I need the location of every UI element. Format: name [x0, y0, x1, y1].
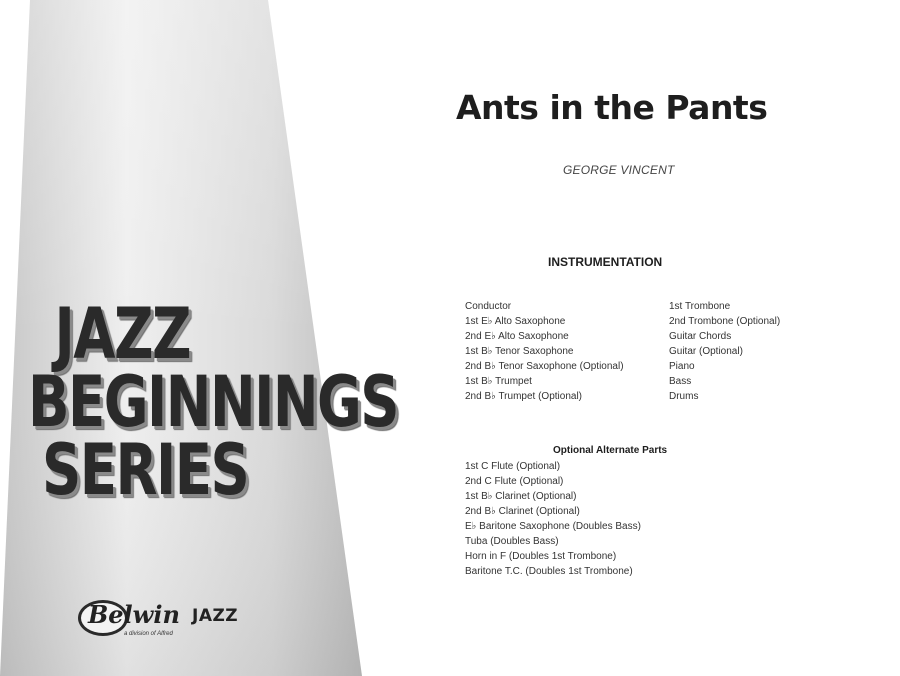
series-title: [28, 293, 398, 511]
instrumentation-left-list: [465, 299, 624, 404]
list-item: Bass: [669, 376, 692, 387]
instrumentation-heading: INSTRUMENTATION: [548, 255, 663, 269]
list-item: 2nd E♭ Alto Saxophone: [465, 331, 569, 342]
list-item: 2nd C Flute (Optional): [465, 476, 564, 487]
series-line-jazz: JAZZ: [54, 293, 191, 375]
composer-name: GEORGE VINCENT: [563, 163, 675, 177]
list-item: Guitar Chords: [669, 331, 732, 342]
logo-brand-word: JAZZ: [192, 606, 239, 626]
logo-tagline: a division of Alfred: [124, 631, 173, 637]
list-item: 2nd B♭ Tenor Saxophone (Optional): [465, 361, 624, 372]
piece-title: Ants in the Pants: [456, 88, 768, 127]
list-item: 1st C Flute (Optional): [465, 461, 561, 472]
list-item: Conductor: [465, 301, 512, 312]
cover-panel: [0, 0, 398, 676]
list-item: 1st E♭ Alto Saxophone: [465, 316, 566, 327]
list-item: 1st Trombone: [669, 301, 731, 312]
series-line-series: SERIES: [42, 429, 249, 511]
list-item: 1st B♭ Clarinet (Optional): [465, 491, 577, 502]
list-item: Tuba (Doubles Bass): [465, 536, 559, 547]
logo-brand-script: Belwin: [88, 600, 180, 629]
instrumentation-right-list: [669, 299, 780, 404]
list-item: 2nd Trombone (Optional): [669, 316, 781, 327]
list-item: Guitar (Optional): [669, 346, 743, 357]
list-item: Piano: [669, 361, 695, 372]
optional-parts-list: [465, 459, 641, 579]
list-item: Drums: [669, 391, 699, 402]
list-item: 1st B♭ Trumpet: [465, 376, 532, 387]
list-item: E♭ Baritone Saxophone (Doubles Bass): [465, 521, 641, 532]
belwin-jazz-logo: [78, 598, 258, 640]
list-item: Baritone T.C. (Doubles 1st Trombone): [465, 566, 633, 577]
series-line-beginnings: BEGINNINGS: [28, 361, 398, 443]
optional-parts-heading: Optional Alternate Parts: [553, 445, 668, 456]
list-item: 1st B♭ Tenor Saxophone: [465, 346, 574, 357]
list-item: Horn in F (Doubles 1st Trombone): [465, 551, 617, 562]
list-item: 2nd B♭ Trumpet (Optional): [465, 391, 582, 402]
list-item: 2nd B♭ Clarinet (Optional): [465, 506, 580, 517]
